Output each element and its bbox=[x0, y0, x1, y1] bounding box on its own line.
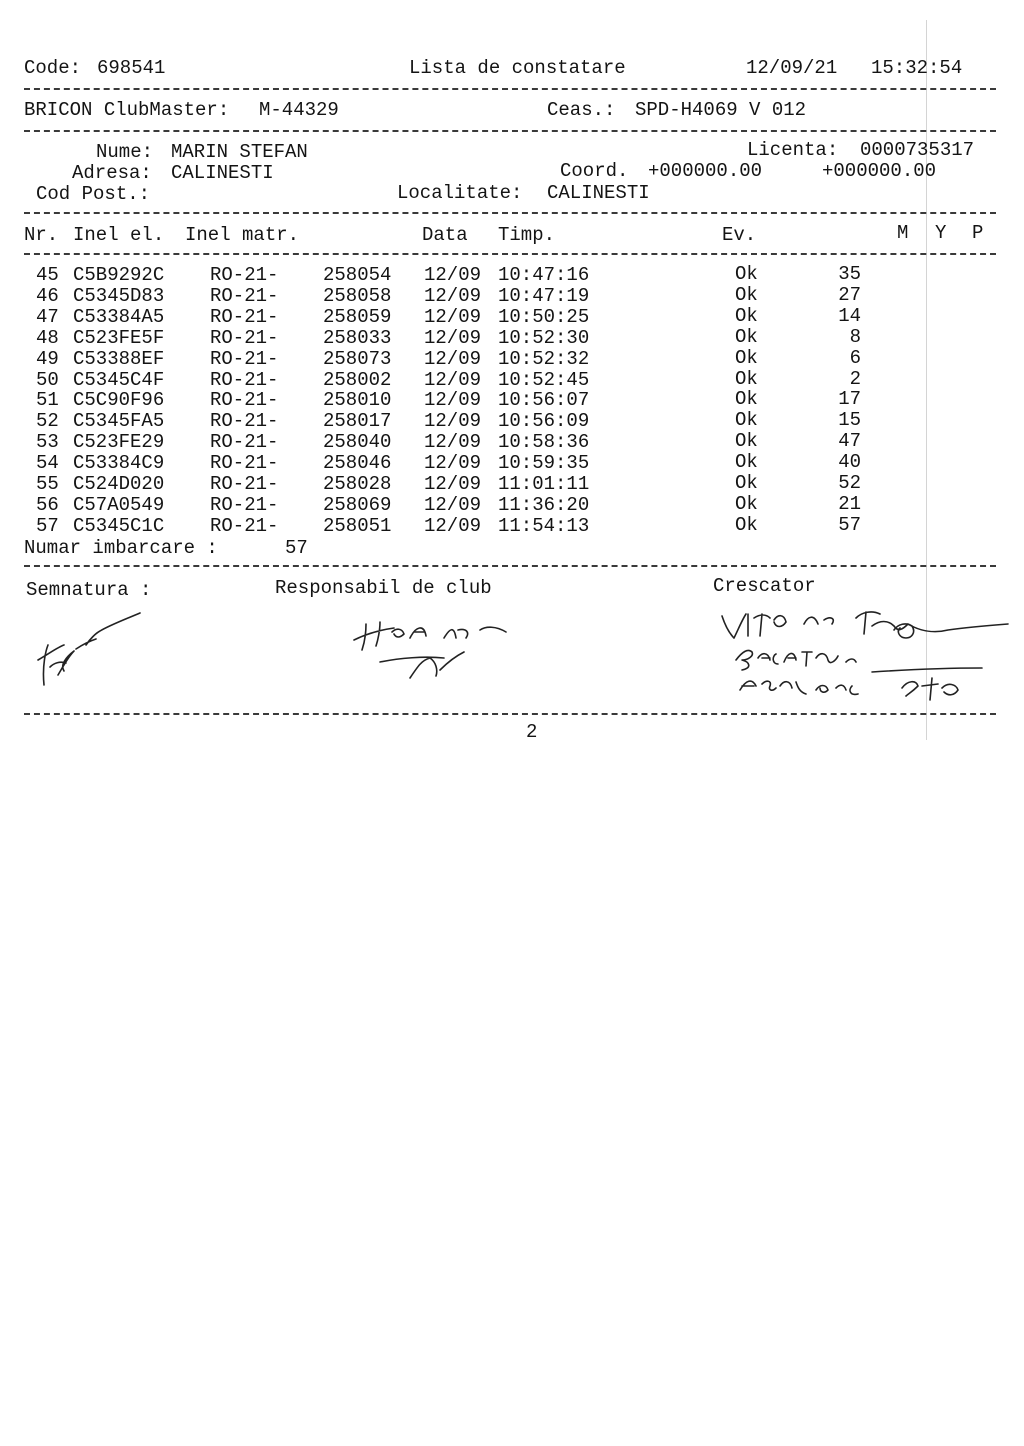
cell-time: 10:50:25 bbox=[498, 306, 590, 328]
cell-inel-matr: 258054 bbox=[323, 264, 392, 286]
coord-x: +000000.00 bbox=[648, 160, 763, 182]
cell-date: 12/09 bbox=[424, 327, 482, 349]
coord-y: +000000.00 bbox=[822, 160, 937, 182]
col-timp: Timp. bbox=[498, 224, 556, 246]
cell-inel-matr: 258017 bbox=[323, 410, 392, 432]
col-m: M bbox=[897, 222, 909, 244]
club-value: M-44329 bbox=[259, 99, 339, 121]
cell-inel-matr: 258069 bbox=[323, 494, 392, 516]
cell-nr: 47 bbox=[36, 306, 59, 328]
cell-date: 12/09 bbox=[424, 494, 482, 516]
cell-prefix: RO-21- bbox=[210, 348, 279, 370]
cell-nr: 56 bbox=[36, 494, 59, 516]
col-p: P bbox=[972, 222, 984, 244]
col-y: Y bbox=[935, 222, 947, 244]
cell-date: 12/09 bbox=[424, 389, 482, 411]
cell-position: 14 bbox=[838, 305, 861, 327]
cell-ev: Ok bbox=[735, 263, 758, 285]
code-value: 698541 bbox=[97, 57, 166, 79]
cell-inel-el: C53388EF bbox=[73, 348, 165, 370]
cell-prefix: RO-21- bbox=[210, 306, 279, 328]
cell-nr: 48 bbox=[36, 327, 59, 349]
cell-ev: Ok bbox=[735, 326, 758, 348]
cell-time: 10:52:30 bbox=[498, 327, 590, 349]
cell-date: 12/09 bbox=[424, 473, 482, 495]
locality-label: Localitate: bbox=[397, 182, 523, 204]
cell-inel-matr: 258028 bbox=[323, 473, 392, 495]
cell-date: 12/09 bbox=[424, 369, 482, 391]
handwritten-signature bbox=[30, 605, 150, 690]
address-value: CALINESTI bbox=[171, 162, 274, 184]
licence-label: Licenta: bbox=[747, 139, 839, 161]
cell-ev: Ok bbox=[735, 388, 758, 410]
cell-inel-matr: 258059 bbox=[323, 306, 392, 328]
cell-prefix: RO-21- bbox=[210, 327, 279, 349]
col-inel-matr: Inel matr. bbox=[185, 224, 300, 246]
licence-value: 0000735317 bbox=[860, 139, 975, 161]
cell-inel-el: C5345C4F bbox=[73, 369, 165, 391]
cell-position: 2 bbox=[849, 368, 861, 390]
separator bbox=[24, 130, 996, 132]
clock-label: Ceas.: bbox=[547, 99, 616, 121]
cell-ev: Ok bbox=[735, 368, 758, 390]
cell-prefix: RO-21- bbox=[210, 431, 279, 453]
signature-label: Semnatura : bbox=[26, 579, 152, 601]
cell-inel-matr: 258073 bbox=[323, 348, 392, 370]
club-responsible-label: Responsabil de club bbox=[275, 577, 492, 599]
cell-position: 15 bbox=[838, 409, 861, 431]
cell-nr: 51 bbox=[36, 389, 59, 411]
cell-inel-matr: 258051 bbox=[323, 515, 392, 537]
cell-inel-matr: 258002 bbox=[323, 369, 392, 391]
document-title: Lista de constatare bbox=[409, 57, 626, 79]
cell-inel-el: C5345D83 bbox=[73, 285, 165, 307]
cell-date: 12/09 bbox=[424, 452, 482, 474]
cell-ev: Ok bbox=[735, 284, 758, 306]
handwritten-signature bbox=[340, 610, 520, 690]
cell-inel-el: C53384A5 bbox=[73, 306, 165, 328]
cell-inel-matr: 258010 bbox=[323, 389, 392, 411]
cell-nr: 45 bbox=[36, 264, 59, 286]
cell-prefix: RO-21- bbox=[210, 285, 279, 307]
cell-ev: Ok bbox=[735, 514, 758, 536]
cell-inel-el: C523FE5F bbox=[73, 327, 165, 349]
cell-ev: Ok bbox=[735, 347, 758, 369]
cell-position: 6 bbox=[849, 347, 861, 369]
cell-time: 11:36:20 bbox=[498, 494, 590, 516]
cell-prefix: RO-21- bbox=[210, 452, 279, 474]
embarked-count: 57 bbox=[285, 537, 308, 559]
breeder-label: Crescator bbox=[713, 575, 816, 597]
cell-ev: Ok bbox=[735, 409, 758, 431]
code-label: Code: bbox=[24, 57, 82, 79]
cell-inel-el: C5C90F96 bbox=[73, 389, 165, 411]
separator bbox=[24, 565, 996, 567]
page-number: 2 bbox=[526, 721, 538, 743]
cell-date: 12/09 bbox=[424, 264, 482, 286]
print-time: 15:32:54 bbox=[871, 57, 963, 79]
cell-date: 12/09 bbox=[424, 348, 482, 370]
cell-prefix: RO-21- bbox=[210, 515, 279, 537]
cell-ev: Ok bbox=[735, 430, 758, 452]
cell-inel-el: C5345FA5 bbox=[73, 410, 165, 432]
cell-position: 52 bbox=[838, 472, 861, 494]
cell-ev: Ok bbox=[735, 472, 758, 494]
cell-inel-matr: 258033 bbox=[323, 327, 392, 349]
separator bbox=[24, 212, 996, 214]
cell-position: 40 bbox=[838, 451, 861, 473]
cell-position: 21 bbox=[838, 493, 861, 515]
cell-time: 10:52:32 bbox=[498, 348, 590, 370]
cell-time: 11:54:13 bbox=[498, 515, 590, 537]
cell-prefix: RO-21- bbox=[210, 473, 279, 495]
cell-time: 10:47:16 bbox=[498, 264, 590, 286]
cell-position: 47 bbox=[838, 430, 861, 452]
club-label: BRICON ClubMaster: bbox=[24, 99, 230, 121]
name-label: Nume: bbox=[96, 141, 154, 163]
coord-label: Coord. bbox=[560, 160, 629, 182]
cell-nr: 54 bbox=[36, 452, 59, 474]
col-ev: Ev. bbox=[722, 224, 757, 246]
cell-nr: 52 bbox=[36, 410, 59, 432]
cell-date: 12/09 bbox=[424, 306, 482, 328]
cell-nr: 46 bbox=[36, 285, 59, 307]
cell-prefix: RO-21- bbox=[210, 389, 279, 411]
embarked-label: Numar imbarcare : bbox=[24, 537, 218, 559]
cell-ev: Ok bbox=[735, 451, 758, 473]
separator bbox=[24, 253, 996, 255]
cell-inel-el: C523FE29 bbox=[73, 431, 165, 453]
postcode-label: Cod Post.: bbox=[36, 183, 151, 205]
cell-time: 10:59:35 bbox=[498, 452, 590, 474]
cell-inel-el: C5B9292C bbox=[73, 264, 165, 286]
clock-value: SPD-H4069 V 012 bbox=[635, 99, 807, 121]
col-nr: Nr. bbox=[24, 224, 59, 246]
print-date: 12/09/21 bbox=[746, 57, 838, 79]
cell-prefix: RO-21- bbox=[210, 264, 279, 286]
cell-ev: Ok bbox=[735, 305, 758, 327]
cell-position: 57 bbox=[838, 514, 861, 536]
cell-inel-el: C524D020 bbox=[73, 473, 165, 495]
cell-date: 12/09 bbox=[424, 285, 482, 307]
col-inel-el: Inel el. bbox=[73, 224, 165, 246]
owner-name: MARIN STEFAN bbox=[171, 141, 308, 163]
cell-time: 10:47:19 bbox=[498, 285, 590, 307]
locality-value: CALINESTI bbox=[547, 182, 650, 204]
cell-position: 35 bbox=[838, 263, 861, 285]
separator bbox=[24, 88, 996, 90]
col-data: Data bbox=[422, 224, 468, 246]
cell-inel-el: C57A0549 bbox=[73, 494, 165, 516]
cell-date: 12/09 bbox=[424, 410, 482, 432]
cell-nr: 53 bbox=[36, 431, 59, 453]
cell-nr: 50 bbox=[36, 369, 59, 391]
cell-prefix: RO-21- bbox=[210, 494, 279, 516]
cell-inel-matr: 258058 bbox=[323, 285, 392, 307]
cell-ev: Ok bbox=[735, 493, 758, 515]
cell-time: 10:56:07 bbox=[498, 389, 590, 411]
separator bbox=[24, 713, 996, 715]
cell-inel-matr: 258040 bbox=[323, 431, 392, 453]
cell-inel-el: C5345C1C bbox=[73, 515, 165, 537]
cell-prefix: RO-21- bbox=[210, 410, 279, 432]
handwritten-signature bbox=[712, 600, 1012, 710]
cell-time: 11:01:11 bbox=[498, 473, 590, 495]
cell-time: 10:56:09 bbox=[498, 410, 590, 432]
cell-prefix: RO-21- bbox=[210, 369, 279, 391]
cell-inel-el: C53384C9 bbox=[73, 452, 165, 474]
cell-nr: 57 bbox=[36, 515, 59, 537]
cell-date: 12/09 bbox=[424, 515, 482, 537]
cell-position: 27 bbox=[838, 284, 861, 306]
cell-nr: 49 bbox=[36, 348, 59, 370]
address-label: Adresa: bbox=[72, 162, 152, 184]
cell-time: 10:52:45 bbox=[498, 369, 590, 391]
cell-nr: 55 bbox=[36, 473, 59, 495]
cell-date: 12/09 bbox=[424, 431, 482, 453]
cell-position: 17 bbox=[838, 388, 861, 410]
cell-position: 8 bbox=[849, 326, 861, 348]
cell-time: 10:58:36 bbox=[498, 431, 590, 453]
cell-inel-matr: 258046 bbox=[323, 452, 392, 474]
